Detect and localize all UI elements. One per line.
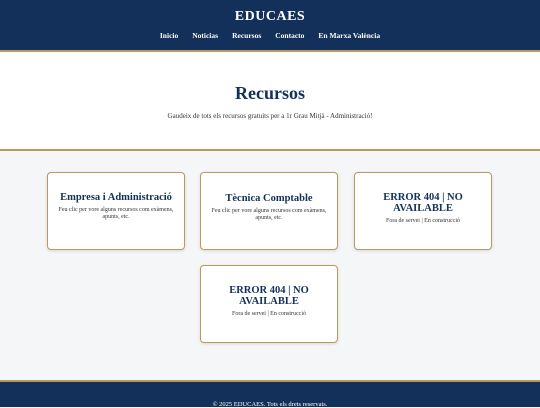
nav-item-inicio[interactable]: Inicio [159,31,179,40]
nav-item-recursos[interactable]: Recursos [232,31,262,40]
site-header [0,0,540,52]
resource-card-tecnica[interactable] [200,172,338,250]
card-title: ERROR 404 | NO AVAILABLE [229,285,309,307]
nav-item-en-marxa-valencia[interactable]: En Marxa València [318,31,381,40]
card-description: Fora de servei | En construcció [231,311,306,317]
nav-item-contacto[interactable]: Contacto [275,31,305,40]
page-subtitle: Gaudeix de tots els recursos gratuits per a 1r Grau Mitjà - Administració! [167,112,373,120]
card-title: Empresa i Administració [60,192,172,203]
card-description: Fora de servei | En construcció [385,218,460,224]
card-title: Tècnica Comptable [225,193,313,204]
main-nav [0,31,540,40]
nav-item-noticias[interactable]: Noticias [192,31,219,40]
hero-section [0,52,540,151]
resource-card-error-1[interactable] [354,172,492,250]
page-title: Recursos [235,83,305,103]
card-description: Feu clic per vore alguns recursos com exàmens, apunts, etc. [58,207,174,220]
site-brand[interactable]: EDUCAES [234,9,306,24]
card-title: ERROR 404 | NO AVAILABLE [383,192,463,214]
footer-copyright: © 2025 EDUCAES. Tots els drets reservats. [212,401,328,408]
card-description: Feu clic per vore alguns recursos com exàmens, apunts, etc. [211,208,327,221]
resource-card-error-2[interactable] [200,265,338,343]
resource-card-empresa[interactable] [47,172,185,250]
site-footer [0,380,540,407]
